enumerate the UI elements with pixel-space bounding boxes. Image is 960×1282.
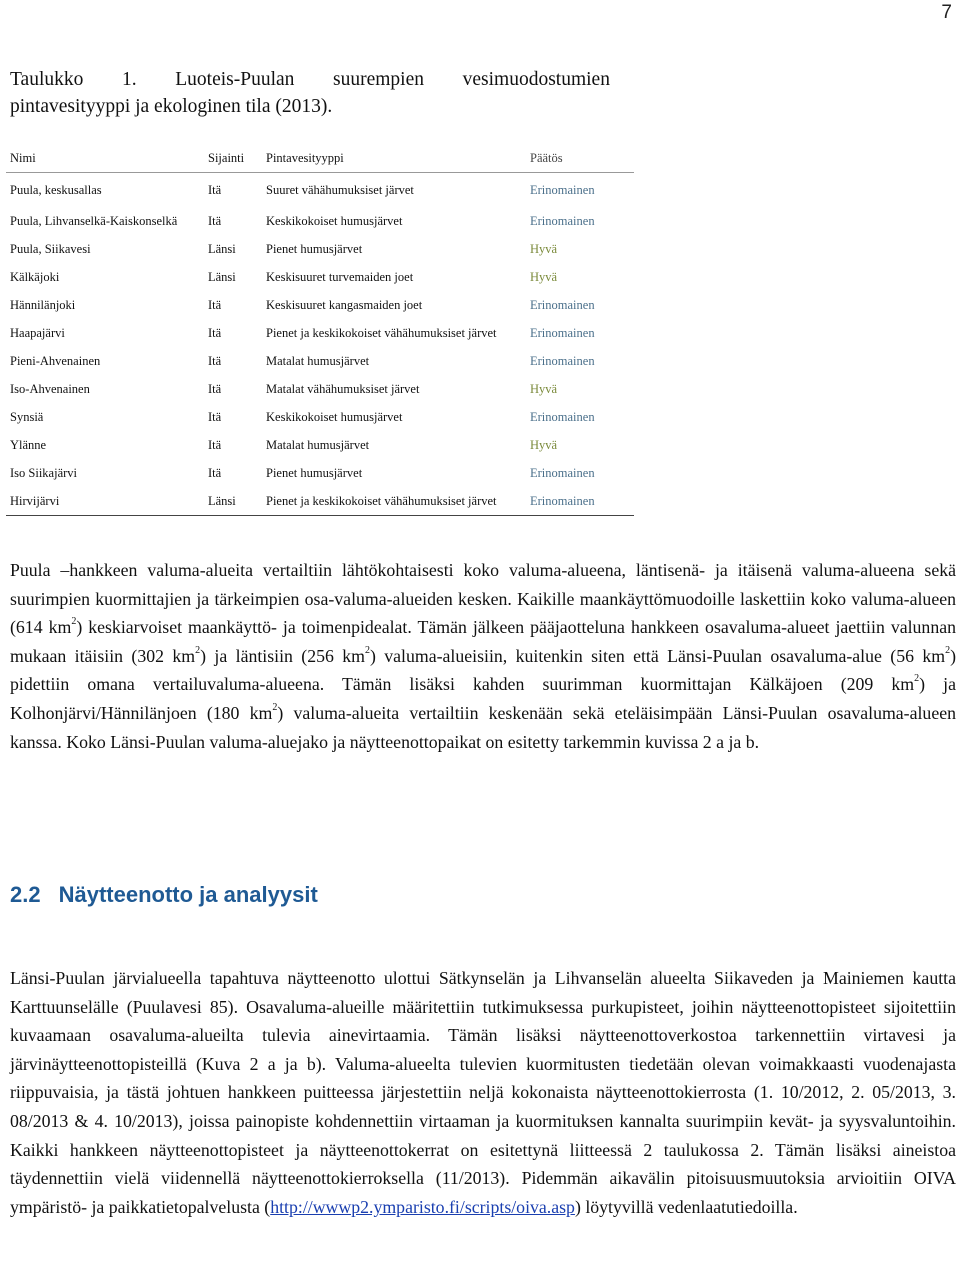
section-heading [10, 882, 318, 908]
row-name: Iso-Ahvenainen [10, 382, 90, 396]
row-decision: Erinomainen [530, 466, 595, 480]
header-type: Pintavesityyppi [262, 144, 526, 173]
row-decision: Hyvä [530, 242, 558, 256]
row-decision: Hyvä [530, 438, 558, 452]
p1-text-4: ) valuma-alueisiin, kuitenkin siten että Länsi-Puulan osavaluma-alue (56 km [369, 645, 946, 666]
caption-word-1: Luoteis-Puulan [175, 69, 295, 90]
table-row [6, 173, 634, 208]
row-name: Puula, keskusallas [10, 183, 102, 197]
table-row [6, 375, 634, 403]
row-type: Suuret vähähumuksiset järvet [266, 183, 414, 197]
table-row [6, 403, 634, 431]
p1-text-2: ) keskiarvoiset maankäyttö- ja toimenpidealat. Tämän jälkeen pääjaotteluna hankkeen osavaluma-alueet jaettiin valunnan mukaan itäisiin (302 km [10, 617, 956, 666]
row-decision: Erinomainen [530, 298, 595, 312]
row-location: Itä [208, 183, 222, 197]
row-decision: Erinomainen [530, 326, 595, 340]
p1-sup-1: 2 [71, 616, 77, 628]
table-header-row [6, 144, 634, 173]
row-name: Haapajärvi [10, 326, 65, 340]
p1-text-3: ) ja läntisiin (256 km [200, 645, 365, 666]
row-location: Länsi [208, 270, 236, 284]
caption-word-3: vesimuodostumien [462, 69, 610, 90]
paragraph-catchment-comparison [10, 556, 956, 756]
p1-text-7: ) valuma-alueita vertailtiin keskenään sekä eteläisimpään Länsi-Puulan osavaluma-alueen kanssa. Koko Länsi-Puulan valuma-aluejako ja näytteenottopaikat on esitetty tarkemmin kuvissa 2 a ja b. [10, 702, 957, 752]
row-location: Länsi [208, 242, 236, 256]
row-type: Keskikokoiset humusjärvet [266, 410, 403, 424]
row-name: Iso Siikajärvi [10, 466, 78, 480]
row-type: Keskisuuret kangasmaiden joet [266, 298, 423, 312]
row-name: Puula, Siikavesi [10, 242, 91, 256]
p1-text-5: ) pidettiin omana vertailuvaluma-alueena. Tämän lisäksi kahden suurimman kuormittajan Kälkäjoen (209 km [10, 645, 956, 695]
table-row [6, 431, 634, 459]
row-name: Synsiä [10, 410, 44, 424]
row-name: Kälkäjoki [10, 270, 60, 284]
row-name: Puula, Lihvanselkä-Kaiskonselkä [10, 214, 178, 228]
row-location: Itä [208, 466, 222, 480]
row-name: Pieni-Ahvenainen [10, 354, 101, 368]
row-decision: Hyvä [530, 270, 558, 284]
p1-sup-6: 2 [272, 702, 278, 714]
caption-number: 1. [122, 69, 137, 90]
table-row [6, 319, 634, 347]
row-decision: Erinomainen [530, 183, 595, 197]
table-row [6, 459, 634, 487]
header-name: Nimi [6, 144, 204, 173]
row-type: Keskisuuret turvemaiden joet [266, 270, 414, 284]
row-decision: Erinomainen [530, 354, 595, 368]
oiva-link[interactable]: http://wwwp2.ymparisto.fi/scripts/oiva.asp [270, 1196, 575, 1217]
row-type: Pienet ja keskikokoiset vähähumuksiset järvet [266, 326, 497, 340]
table-row [6, 207, 634, 235]
header-decision: Päätös [526, 144, 634, 173]
table-caption [10, 66, 610, 120]
p1-sup-2: 2 [195, 644, 201, 656]
row-location: Itä [208, 326, 222, 340]
table-row [6, 487, 634, 516]
row-decision: Hyvä [530, 382, 558, 396]
p2-tail: ) löytyvillä vedenlaatutiedoilla. [574, 1196, 798, 1217]
row-decision: Erinomainen [530, 214, 595, 228]
row-type: Matalat humusjärvet [266, 354, 370, 368]
row-type: Pienet ja keskikokoiset vähähumuksiset järvet [262, 487, 526, 516]
table-row [6, 347, 634, 375]
caption-label: Taulukko [10, 69, 84, 90]
p1-sup-3: 2 [364, 644, 370, 656]
page-number: 7 [941, 2, 952, 23]
table-body [6, 173, 634, 516]
row-decision: Erinomainen [530, 410, 595, 424]
header-location: Sijainti [204, 144, 262, 173]
row-location: Itä [208, 438, 222, 452]
row-location: Itä [208, 382, 222, 396]
water-bodies-table [6, 144, 634, 516]
table-row [6, 235, 634, 263]
p1-sup-5: 2 [914, 673, 920, 685]
row-location: Itä [208, 354, 222, 368]
row-type: Pienet humusjärvet [266, 242, 363, 256]
row-name: Ylänne [10, 438, 47, 452]
table-row [6, 263, 634, 291]
row-location: Itä [208, 214, 222, 228]
p2-text: Länsi-Puulan järvialueella tapahtuva näytteenotto ulottui Sätkynselän ja Lihvanselän alueelta Siikaveden ja Mainiemen kautta Karttuunselälle (Puulavesi 85). Osavaluma-alueille määritettiin tutkimuksessa purkupisteet, joihin näytteenottopisteet sijoitettiin kuvaamaan osavaluma-alueilta tulevia ainevirtaamia. Tämän lisäksi näytteenottoverkostoa tarkennettiin virtavesi ja järvinäytteenottopisteillä (Kuva 2 a ja b). Valuma-alueelta tulevien kuormitusten tiedetään olevan voimakkaasti vuodenajasta riippuvaisia, ja tästä johtuen hankkeen puitteessa järjestettiin neljä kokonaista näytteenottokierrosta (1. 10/2012, 2. 05/2013, 3. 08/2013 & 4. 10/2013), joissa painopiste kohdennettiin virtaaman ja kuormituksen kannalta suurimpiin kevät- ja syysvaluntoihin. Kaikki hankkeen näytteenottopisteet ja näytteenottokerrat on esitettynä liitteessä 2 taulukossa 2. Tämän lisäksi aineistoa täydennettiin vielä viidennellä näytteenottokierroksella (11/2013). Pidemmän aikavälin pitoisuusmuutoksia arvioitiin OIVA ympäristö- ja paikkatietopalvelusta ( [10, 968, 956, 1217]
row-location: Itä [208, 298, 222, 312]
row-name: Hännilänjoki [10, 298, 76, 312]
row-decision: Erinomainen [526, 487, 634, 516]
row-type: Keskikokoiset humusjärvet [266, 214, 403, 228]
paragraph-sampling [10, 964, 956, 1221]
p1-text-6: ) ja Kolhonjärvi/Hännilänjoen (180 km [10, 674, 956, 723]
caption-word-2: suurempien [333, 69, 425, 90]
p1-sup-4: 2 [945, 644, 951, 656]
row-type: Pienet humusjärvet [266, 466, 363, 480]
caption-line-2: pintavesityyppi ja ekologinen tila (2013). [10, 96, 333, 117]
row-name: Hirvijärvi [6, 487, 204, 516]
table-row [6, 291, 634, 319]
row-type: Matalat vähähumuksiset järvet [266, 382, 420, 396]
section-title: Näytteenotto ja analyysit [58, 882, 318, 907]
section-number: 2.2 [10, 882, 41, 907]
p1-text-1: Puula –hankkeen valuma-alueita vertailtiin lähtökohtaisesti koko valuma-alueena, läntisenä- ja itäisenä valuma-alueena sekä suurimpien kuormittajien ja tärkeimpien osa-valuma-alueiden kesken. Kaikille maankäyttömuodoille laskettiin koko valuma-alueen (614 km [10, 560, 956, 638]
row-type: Matalat humusjärvet [266, 438, 370, 452]
row-location: Länsi [204, 487, 262, 516]
row-location: Itä [208, 410, 222, 424]
